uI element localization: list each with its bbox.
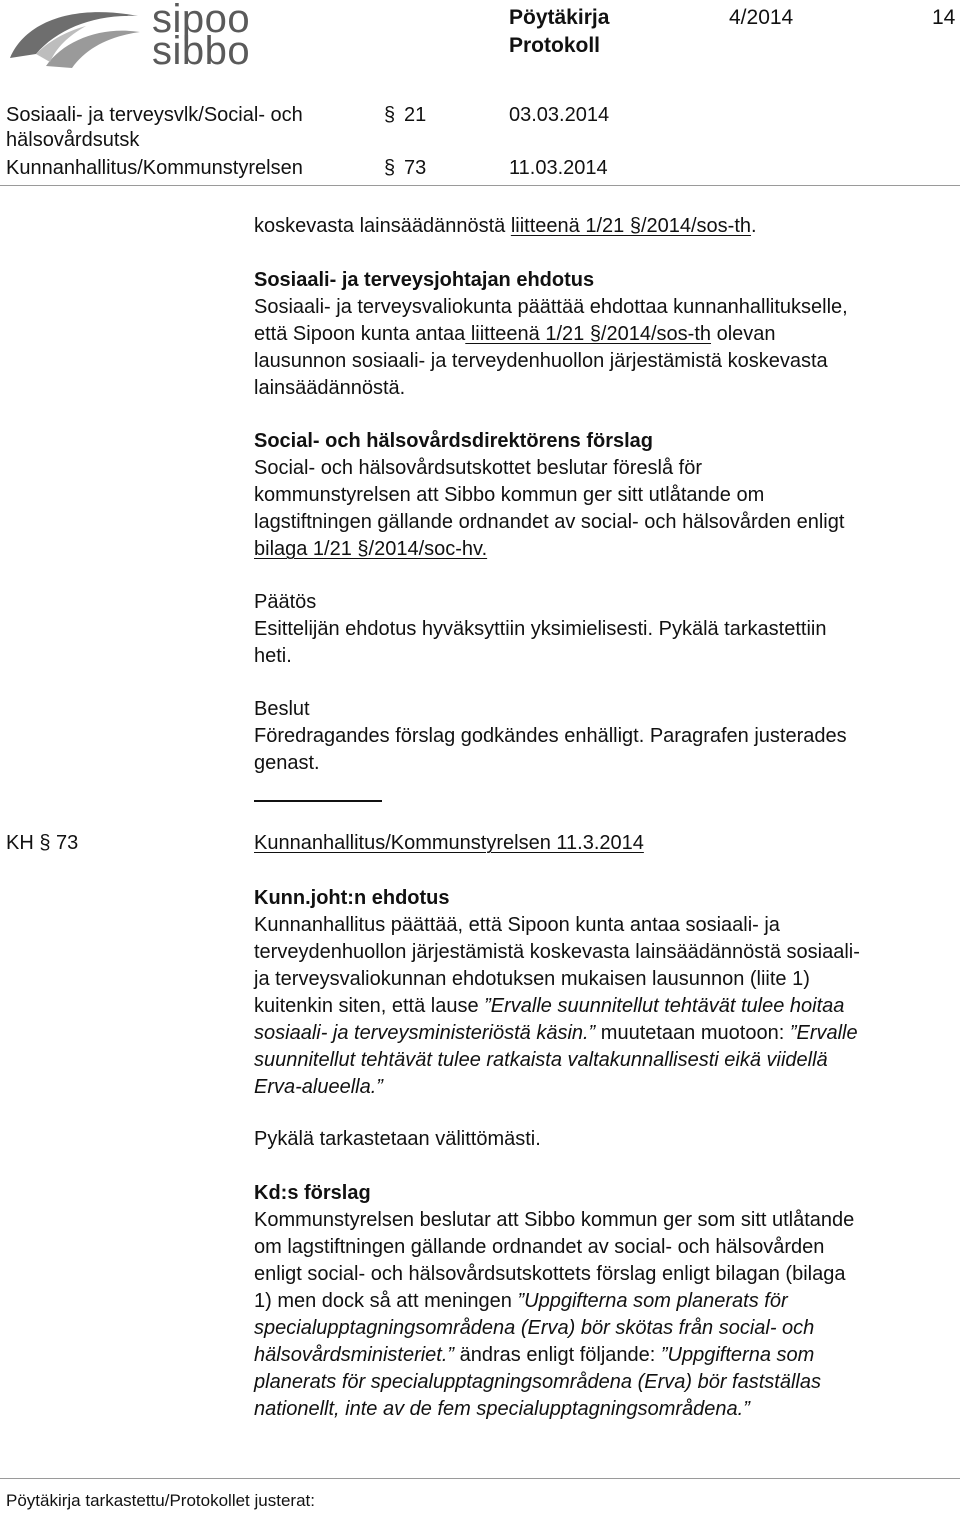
paragraph-line: lagstiftningen gällande ordnandet av social- och hälsovården enligt <box>254 511 845 533</box>
doc-type-fi: Pöytäkirja <box>509 6 610 29</box>
paragraph-line: lausunnon sosiaali- ja terveydenhuollon järjestämistä koskevasta <box>254 350 828 372</box>
kh-section-title: Kunnanhallitus/Kommunstyrelsen 11.3.2014 <box>254 832 644 854</box>
header-divider <box>0 185 960 186</box>
paragraph-line: Sosiaali- ja terveysvaliokunta päättää ehdottaa kunnanhallitukselle, <box>254 296 848 318</box>
municipality-logo <box>6 2 256 72</box>
section-number-1: 21 <box>404 104 427 126</box>
kunn-proposal-section: Kunn.joht:n ehdotus Kunnanhallitus päättää, että Sipoon kunta antaa sosiaali- ja terveydenhuollon järjestämistä koskevasta lainsäädännöstä sosiaali- ja terveysvaliokunnan ehdotuksen mukaisen lausunnon (liite 1) kuitenkin siten, että lause ”Ervalle suunnitellut tehtävät tulee hoitaa sosiaali- ja terveysministeriöstä käsin.” muutetaan muotoon: ”Ervalle suunnitellut tehtävät tulee ratkaista valtakunnallisesti eikä viidellä Erva-alueella.” <box>254 885 954 1101</box>
logo-text-sibbo: sibbo <box>152 29 251 73</box>
decision-fi-section <box>254 589 954 670</box>
meeting-date-2: 11.03.2014 <box>509 157 608 179</box>
intro-text: koskevasta lainsäädännöstä <box>254 215 511 237</box>
meeting-body-1-line2: hälsovårdsutsk <box>6 129 140 151</box>
logo-text-sipoo: sipoo <box>152 0 251 41</box>
paragraph-line: Social- och hälsovårdsutskottet beslutar föreslå för <box>254 457 702 479</box>
paragraph-line: planerats för specialupptagningsområdena (Erva) bör fastställas <box>254 1371 821 1393</box>
section-number-2: 73 <box>404 157 427 179</box>
kds-proposal-heading: Kd:s förslag <box>254 1182 371 1204</box>
footer-text: Pöytäkirja tarkastettu/Protokollet justerat: <box>6 1491 315 1510</box>
paragraph-line: nationellt, inte av de fem specialupptagningsområdena.” <box>254 1398 750 1420</box>
proposal-sv-section <box>254 428 954 563</box>
proposal-sv-heading: Social- och hälsovårdsdirektörens förslag <box>254 430 654 452</box>
paragraph-line: specialupptagningsområdena (Erva) bör skötas från social- och <box>254 1317 815 1339</box>
section-sign: § <box>384 157 396 179</box>
paragraph-line: ja terveysvaliokunnan ehdotuksen mukaisen lausunnon (liite 1) <box>254 968 810 990</box>
paragraph-line: Kunnanhallitus päättää, että Sipoon kunta antaa sosiaali- ja <box>254 914 780 936</box>
kh-section-label: KH § 73 <box>6 832 79 854</box>
paragraph-line: terveydenhuollon järjestämistä koskevasta lainsäädännöstä sosiaali- <box>254 941 860 963</box>
section-separator <box>254 800 382 802</box>
paragraph-line: Pykälä tarkastetaan välittömästi. <box>254 1128 541 1150</box>
paragraph-line: Kommunstyrelsen beslutar att Sibbo kommun ger som sitt utlåtande <box>254 1209 855 1231</box>
meeting-body-2: Kunnanhallitus/Kommunstyrelsen <box>6 157 303 179</box>
paragraph-line: enligt social- och hälsovårdsutskottets förslag enligt bilagan (bilaga <box>254 1263 846 1285</box>
meeting-date-1: 03.03.2014 <box>509 104 610 126</box>
attachment-link-sv[interactable]: bilaga 1/21 §/2014/soc-hv. <box>254 538 488 560</box>
attachment-link-fi[interactable]: liitteenä 1/21 §/2014/sos-th <box>465 323 712 345</box>
issue-number: 4/2014 <box>729 6 794 29</box>
logo-swoosh-icon <box>6 2 146 72</box>
paragraph-line: Esittelijän ehdotus hyväksyttiin yksimielisesti. Pykälä tarkastettiin <box>254 618 827 640</box>
section-sign: § <box>384 104 396 126</box>
paragraph-line: kommunstyrelsen att Sibbo kommun ger sitt utlåtande om <box>254 484 765 506</box>
meeting-body-1-line1: Sosiaali- ja terveysvlk/Social- och <box>6 104 303 126</box>
proposal-fi-section: Sosiaali- ja terveysjohtajan ehdotus Sosiaali- ja terveysvaliokunta päättää ehdottaa kunnanhallitukselle, että Sipoon kunta antaa liitteenä 1/21 §/2014/sos-th olevan lausunnon sosiaali- ja terveydenhuollon järjestämistä koskevasta lainsäädännöstä. <box>254 267 954 402</box>
proposal-fi-heading: Sosiaali- ja terveysjohtajan ehdotus <box>254 269 595 291</box>
decision-fi-heading: Päätös <box>254 591 317 613</box>
paragraph-line: om lagstiftningen gällande ordnandet av social- och hälsovården <box>254 1236 825 1258</box>
decision-sv-heading: Beslut <box>254 698 310 720</box>
paragraph-line: Erva-alueella.” <box>254 1076 383 1098</box>
footer-divider <box>0 1478 960 1479</box>
intro-paragraph: koskevasta lainsäädännöstä liitteenä 1/21 §/2014/sos-th. <box>254 215 757 237</box>
paragraph-line: Föredragandes förslag godkändes enhälligt. Paragrafen justerades <box>254 725 847 747</box>
kunn-proposal-heading: Kunn.joht:n ehdotus <box>254 887 450 909</box>
paragraph-line: heti. <box>254 645 292 667</box>
kunn-note <box>254 1126 954 1153</box>
paragraph-line: suunnitellut tehtävät tulee ratkaista valtakunnallisesti eikä viidellä <box>254 1049 828 1071</box>
kds-proposal-section: Kd:s förslag Kommunstyrelsen beslutar att Sibbo kommun ger som sitt utlåtande om lagstiftningen gällande ordnandet av social- och hälsovården enligt social- och hälsovårdsutskottets förslag enligt bilagan (bilaga 1) men dock så att meningen ”Uppgifterna som planerats för specialupptagningsområdena (Erva) bör skötas från social- och hälsovårdsministeriet.” ändras enligt följande: ”Uppgifterna som planerats för specialupptagningsområdena (Erva) bör fastställas nationellt, inte av de fem specialupptagningsområdena.” <box>254 1180 954 1423</box>
paragraph-line: genast. <box>254 752 320 774</box>
paragraph-line: lainsäädännöstä. <box>254 377 406 399</box>
doc-type-sv: Protokoll <box>509 34 601 57</box>
decision-sv-section <box>254 696 954 777</box>
attachment-link-fi[interactable]: liitteenä 1/21 §/2014/sos-th <box>510 215 752 237</box>
page-number: 14 <box>932 6 956 29</box>
